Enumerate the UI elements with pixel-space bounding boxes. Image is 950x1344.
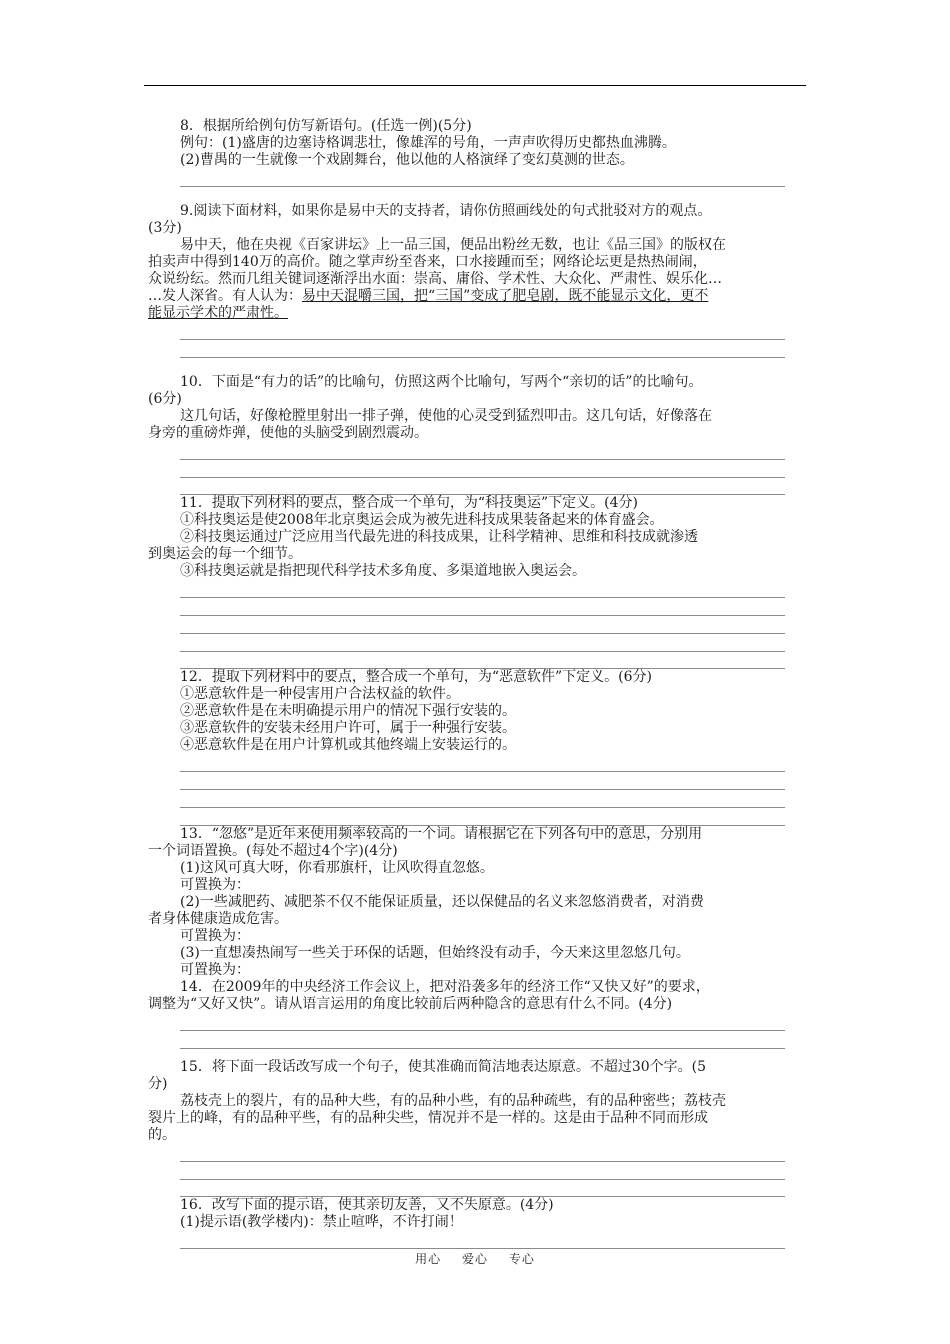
q13-sentence-1: (1)这风可真大呀，你看那旗杆，让风吹得直忽悠。 bbox=[180, 860, 494, 876]
q14-title-cont: 调整为“又好又快”。请从语言运用的角度比较前后两种隐含的意思有什么不同。(4分) bbox=[148, 996, 673, 1012]
answer-line[interactable] bbox=[180, 772, 785, 790]
q15-body-line: 的。 bbox=[148, 1127, 176, 1143]
footer-text: 用心 bbox=[415, 1252, 442, 1266]
q13-sentence-3: (3)一直想凑热闹写一些关于环保的话题，但始终没有动手，今天来这里忽悠几句。 bbox=[180, 945, 690, 961]
q10-body-line: 这几句话，好像枪膛里射出一排子弹，使他的心灵受到猛烈叩击。这几句话，好像落在 bbox=[180, 408, 712, 424]
q10-title: 10．下面是“有力的话”的比喻句，仿照这两个比喻句，写两个“亲切的话”的比喻句。 bbox=[180, 374, 703, 390]
answer-line[interactable] bbox=[180, 322, 785, 340]
answer-line[interactable] bbox=[180, 1013, 785, 1031]
answer-line[interactable] bbox=[180, 169, 785, 187]
q11-item-2-cont: 到奥运会的每一个细节。 bbox=[148, 546, 302, 562]
q12-item-4: ④恶意软件是在用户计算机或其他终端上安装运行的。 bbox=[180, 737, 516, 753]
q12-item-1: ①恶意软件是一种侵害用户合法权益的软件。 bbox=[180, 686, 460, 702]
q10-title-cont: (6分) bbox=[148, 391, 182, 407]
answer-line[interactable] bbox=[180, 790, 785, 808]
answer-line[interactable] bbox=[180, 460, 785, 478]
q16-sentence-1: (1)提示语(教学楼内)：禁止喧哗，不许打闹！ bbox=[180, 1214, 463, 1230]
q13-replace-3: 可置换为： bbox=[180, 962, 250, 978]
q13-title: 13．“忽悠”是近年来使用频率较高的一个词。请根据它在下列各句中的意思，分别用 bbox=[180, 826, 703, 842]
q13-sentence-2-cont: 者身体健康造成危害。 bbox=[148, 911, 288, 927]
answer-line[interactable] bbox=[180, 478, 785, 495]
q9-underlined-text: 能显示学术的严肃性。 bbox=[148, 305, 288, 321]
q13-replace-1: 可置换为： bbox=[180, 877, 250, 893]
answer-line[interactable] bbox=[180, 1162, 785, 1180]
answer-line[interactable] bbox=[180, 1180, 785, 1197]
answer-line[interactable] bbox=[180, 634, 785, 652]
q15-body-line: 荔枝壳上的裂片，有的品种大些，有的品种小些，有的品种疏些，有的品种密些；荔枝壳 bbox=[180, 1093, 726, 1109]
q9-body-plain: …发人深省。有人认为： bbox=[148, 288, 302, 304]
exercise-page bbox=[148, 118, 803, 1249]
answer-line[interactable] bbox=[180, 754, 785, 772]
q11-item-1: ①科技奥运是使2008年北京奥运会成为被先进科技成果装备起来的体育盛会。 bbox=[180, 512, 664, 528]
q9-title-cont: (3分) bbox=[148, 220, 182, 236]
q8-example-1: 例句：(1)盛唐的边塞诗格调悲壮，像雄浑的号角，一声声吹得历史都热血沸腾。 bbox=[180, 135, 676, 151]
answer-line[interactable] bbox=[180, 1231, 785, 1249]
answer-line[interactable] bbox=[180, 580, 785, 598]
q13-sentence-2: (2)一些减肥药、减肥茶不仅不能保证质量，还以保健品的名义来忽悠消费者，对消费 bbox=[180, 894, 704, 910]
answer-line[interactable] bbox=[180, 340, 785, 358]
header-rule bbox=[144, 85, 806, 86]
answer-line[interactable] bbox=[180, 616, 785, 634]
answer-line[interactable] bbox=[180, 442, 785, 460]
footer-text: 专心 bbox=[508, 1252, 535, 1266]
q8-title: 8．根据所给例句仿写新语句。(任选一例)(5分) bbox=[180, 118, 472, 134]
q8-example-2: (2)曹禺的一生就像一个戏剧舞台，他以他的人格演绎了变幻莫测的世态。 bbox=[180, 152, 634, 168]
q9-body-line: 拍卖声中得到140万的高价。随之掌声纷至沓来，口水接踵而至；网络论坛更是热热闹闹， bbox=[148, 254, 707, 270]
q9-underlined-text: 易中天混嚼三国，把“三国”变成了肥皂剧，既不能显示文化，更不 bbox=[302, 288, 709, 304]
q14-title: 14．在2009年的中央经济工作会议上，把对沿袭多年的经济工作“又快又好”的要求， bbox=[180, 979, 710, 995]
answer-line[interactable] bbox=[180, 1144, 785, 1162]
answer-line[interactable] bbox=[180, 598, 785, 616]
answer-line[interactable] bbox=[180, 808, 785, 826]
q9-body-line bbox=[148, 288, 803, 305]
q15-body-line: 裂片上的峰，有的品种平些，有的品种尖些，情况并不是一样的。这是由于品种不同而形成 bbox=[148, 1110, 708, 1126]
footer-text: 爱心 bbox=[461, 1252, 488, 1266]
q10-body-line: 身旁的重磅炸弹，使他的头脑受到剧烈震动。 bbox=[148, 425, 428, 441]
q12-item-3: ③恶意软件的安装未经用户许可，属于一种强行安装。 bbox=[180, 720, 516, 736]
q11-item-3: ③科技奥运就是指把现代科学技术多角度、多渠道地嵌入奥运会。 bbox=[180, 563, 586, 579]
q15-title: 15．将下面一段话改写成一个句子，使其准确而简洁地表达原意。不超过30个字。(5 bbox=[180, 1059, 706, 1075]
q12-title: 12．提取下列材料中的要点，整合成一个单句，为“恶意软件”下定义。(6分) bbox=[180, 669, 652, 685]
q9-body-line: 众说纷纭。然而几组关键词逐渐浮出水面：崇高、庸俗、学术性、大众化、严肃性、娱乐化… bbox=[148, 271, 722, 287]
q9-title: 9.阅读下面材料，如果你是易中天的支持者，请你仿照画线处的句式批驳对方的观点。 bbox=[180, 203, 712, 219]
answer-line[interactable] bbox=[180, 652, 785, 669]
page-footer bbox=[0, 1250, 950, 1267]
q15-title-cont: 分) bbox=[148, 1076, 168, 1092]
q12-item-2: ②恶意软件是在未明确提示用户的情况下强行安装的。 bbox=[180, 703, 516, 719]
q9-body-line: 易中天，他在央视《百家讲坛》上一品三国，便品出粉丝无数，也让《品三国》的版权在 bbox=[180, 237, 726, 253]
q16-title: 16．改写下面的提示语，使其亲切友善，又不失原意。(4分) bbox=[180, 1197, 554, 1213]
q13-replace-2: 可置换为： bbox=[180, 928, 250, 944]
q11-title: 11．提取下列材料的要点，整合成一个单句，为“科技奥运”下定义。(4分) bbox=[180, 495, 638, 511]
q13-title-cont: 一个词语置换。(每处不超过4个字)(4分) bbox=[148, 843, 398, 859]
q11-item-2: ②科技奥运通过广泛应用当代最先进的科技成果，让科学精神、思维和科技成就渗透 bbox=[180, 529, 698, 545]
answer-line[interactable] bbox=[180, 1031, 785, 1049]
